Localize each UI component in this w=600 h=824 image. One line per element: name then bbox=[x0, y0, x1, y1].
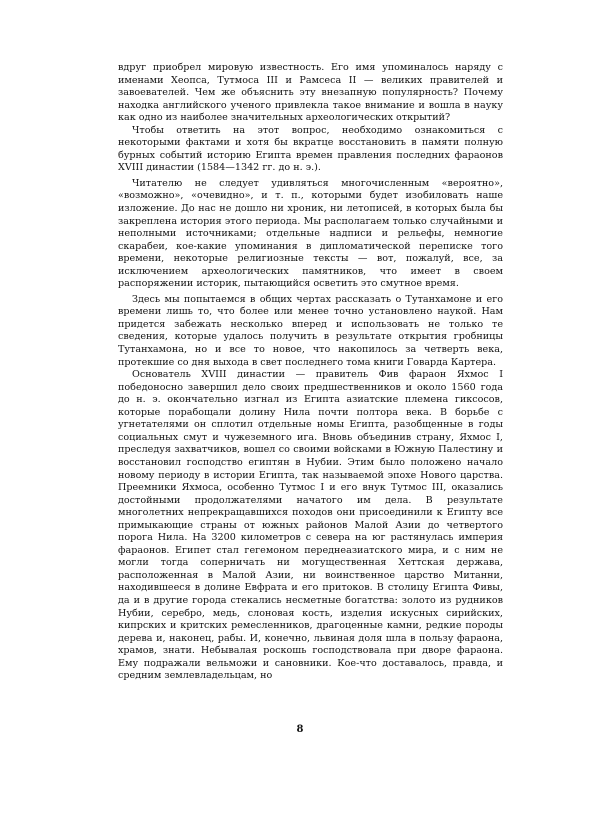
page-number: 8 bbox=[296, 724, 304, 735]
paragraph-4: Здесь мы попытаемся в общих чертах рассказать о Тутанхамоне и его времени лишь то, что более или менее точно установлено наукой. Нам придется забежать несколько вперед и использовать не только те сведения, которые удалось получить в результате открытия гробницы Тутанхамона, но и все то новое, что накопилось за четверть века, протекшие со дня выхода в свет последнего тома книги Говарда Картера. bbox=[118, 293, 503, 368]
paragraph-1: вдруг приобрел мировую известность. Его имя упоминалось наряду с именами Хеопса, Тутмоса III и Рамсеса II — великих правителей и завоевателей. Чем же объяснить эту внезапную популярность? Почему находка английского ученого привлекла такое внимание и вошла в науку как одно из наиболее значительных археологических открытий? bbox=[118, 62, 503, 124]
paragraph-2: Чтобы ответить на этот вопрос, необходимо ознакомиться с некоторыми фактами и хотя бы вкратце восстановить в памяти полную бурных событий историю Египта времен правления последних фараонов XVIII династии (1584—1342 гг. до н. э.). bbox=[118, 124, 503, 174]
paragraph-3: Читателю не следует удивляться многочисленным «вероятно», «возможно», «очевидно», и т. п., которыми будет изобиловать наше изложение. До нас не дошло ни хроник, ни летописей, в которых была бы закреплена история этого периода. Мы располагаем только случайными и неполными источниками; отдельные надписи и рельефы, немногие скарабеи, кое-какие упоминания в дипломатической переписке того времени, некоторые религиозные тексты — вот, пожалуй, все, за исключением археологических памятников, что имеет в своем распоряжении историк, пытающийся осветить это смутное время. bbox=[118, 177, 503, 290]
paragraph-5: Основатель XVIII династии — правитель Фив фараон Яхмос I победоносно завершил дело своих предшественников и около 1560 года до н. э. окончательно изгнал из Египта азиатские племена гиксосов, которые порабощали долину Нила почти полтора века. В борьбе с угнетателями он сплотил отдельные номы Египта, разобщенные в годы социальных смут и чужеземного ига. Вновь объединив страну, Яхмос I, преследуя захватчиков, вошел со своими войсками в Южную Палестину и восстановил господство египтян в Нубии. Этим было положено начало новому периоду в истории Египта, так называемой эпохе Нового царства. Преемники Яхмоса, особенно Тутмос I и его внук Тутмос III, оказались достойными продолжателями начатого им дела. В результате многолетних непрекращавшихся походов они присоединили к Египту все примыкающие страны от южных районов Малой Азии до четвертого порога Нила. На 3200 километров с севера на юг растянулась империя фараонов. Египет стал гегемоном переднеазиатского мира, и с ним не могли тогда соперничать ни могущественная Хеттская держава, расположенная в Малой Азии, ни воинственное царство Митанни, находившееся в долине Евфрата и его притоков. В столицу Египта Фивы, да и в другие города стекались несметные богатства: золото из рудников Нубии, серебро, медь, слоновая кость, изделия искусных сирийских, кипрских и критских ремесленников, драгоценные камни, редкие породы дерева и, наконец, рабы. И, конечно, львиная доля шла в пользу фараона, храмов, знати. Небывалая роскошь господствовала при дворе фараона. Ему подражали вельможи и сановники. Кое-что доставалось, правда, и средним землевладельцам, но bbox=[118, 369, 503, 682]
page-body bbox=[118, 62, 503, 683]
